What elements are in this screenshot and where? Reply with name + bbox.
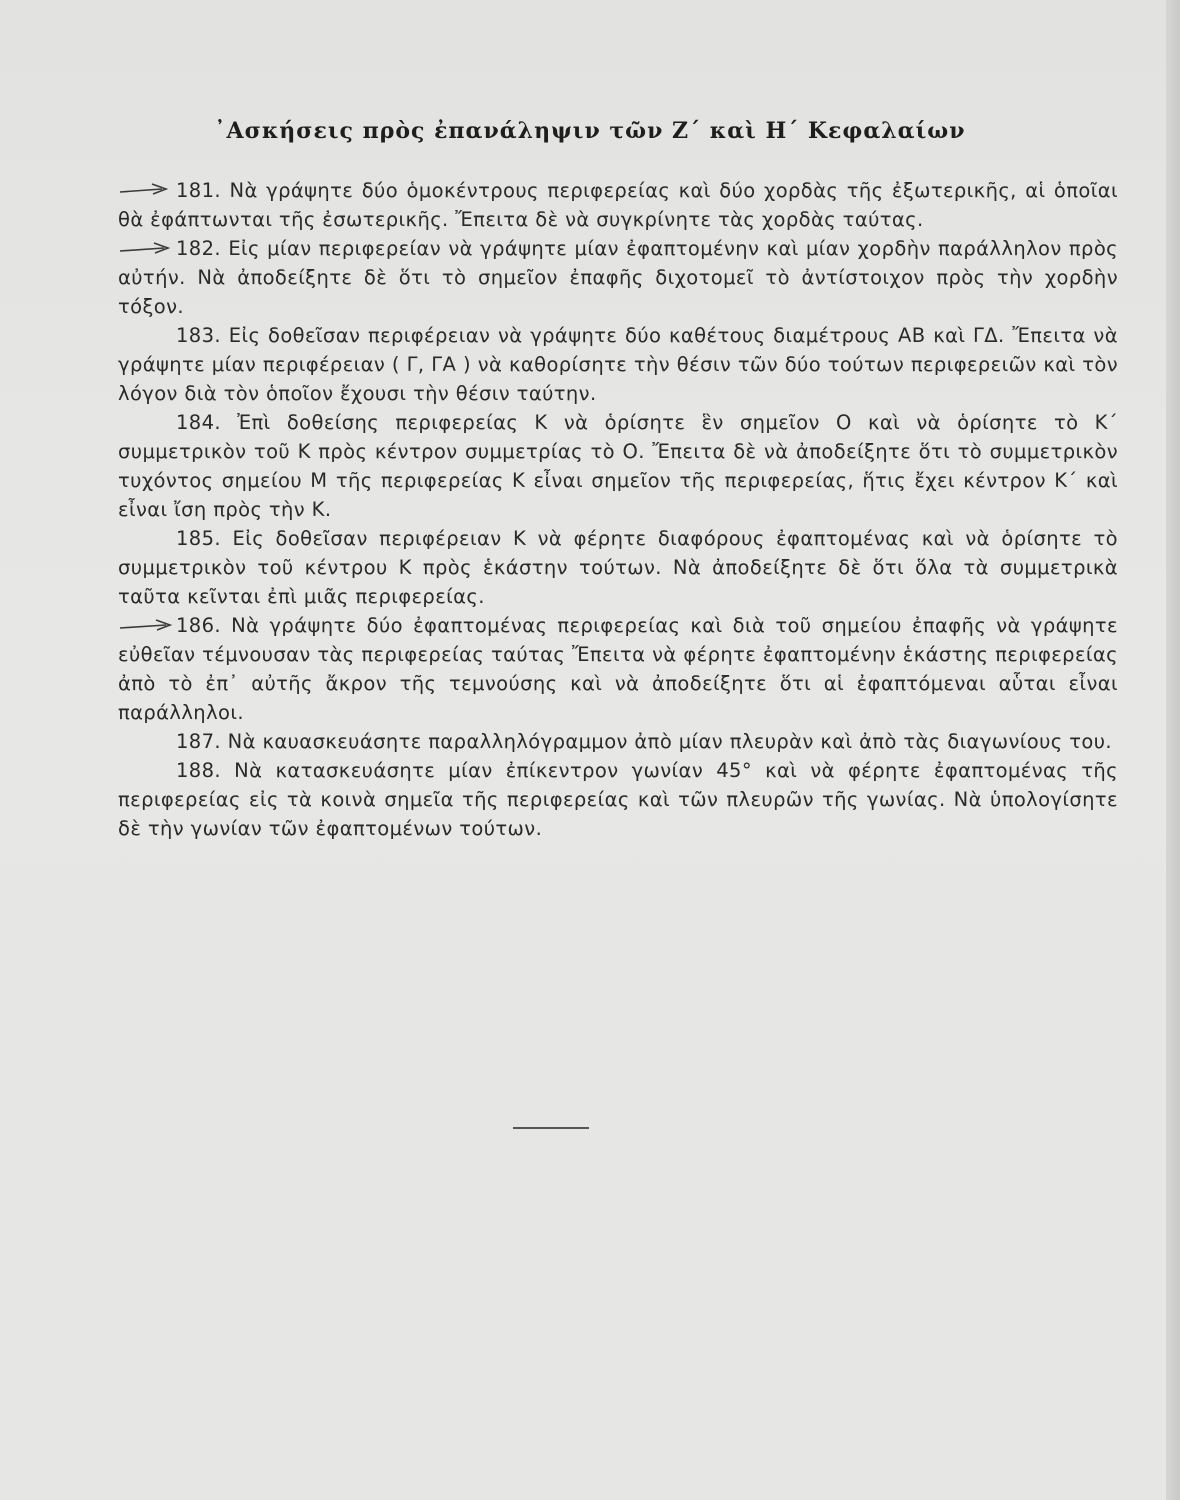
exercise-187 — [118, 727, 1118, 756]
exercise-186 — [118, 611, 1118, 727]
exercise-188 — [118, 756, 1118, 843]
exercise-184 — [118, 408, 1118, 524]
exercise-181 — [118, 176, 1118, 234]
handwritten-arrow-icon — [118, 238, 178, 256]
exercise-text: Νὰ γράψητε δύο ὁμοκέντρους περιφερείας καὶ δύο χορδὰς τῆς ἐξωτερικῆς, αἱ ὁποῖαι θὰ ἐφάπτωνται τῆς ἐσωτερικῆς. Ἔπειτα δὲ νὰ συγκρίνητε τὰς χορδὰς ταύτας. — [118, 179, 1118, 231]
exercise-number: 184. — [176, 411, 222, 434]
handwritten-arrow-icon — [118, 180, 178, 198]
exercise-text: Εἰς μίαν περιφερείαν νὰ γράψητε μίαν ἐφαπτομένην καὶ μίαν χορδὴν παράλληλον πρὸς αὐτήν. Νὰ ἀποδείξητε δὲ ὅτι τὸ σημεῖον ἐπαφῆς διχοτομεῖ τὸ ἀντίστοιχον πρὸς τὴν χορδὴν τόξον. — [118, 237, 1118, 318]
exercise-183 — [118, 321, 1118, 408]
page-spine-shadow — [1166, 0, 1180, 1500]
exercise-number: 187. — [176, 730, 222, 753]
handwritten-arrow-icon — [118, 615, 178, 633]
exercise-185 — [118, 524, 1118, 611]
exercise-number: 181. — [176, 179, 222, 202]
exercise-text: Νὰ καυασκευάσητε παραλληλόγραμμον ἀπὸ μίαν πλευρὰν καὶ ἀπὸ τὰς διαγωνίους του. — [227, 730, 1112, 753]
section-end-rule — [513, 1127, 589, 1129]
exercise-number: 182. — [176, 237, 222, 260]
exercise-text: Εἰς δοθεῖσαν περιφέρειαν νὰ γράψητε δύο καθέτους διαμέτρους ΑΒ καὶ ΓΔ. Ἔπειτα νὰ γράψητε μίαν περιφέρειαν ( Γ, ΓΑ ) νὰ καθορίσητε τὴν θέσιν τῶν δύο τούτων περιφερειῶν καὶ τὸν λόγον διὰ τὸν ὁποῖον ἔχουσι τὴν θέσιν ταύτην. — [118, 324, 1118, 405]
exercise-text: Νὰ γράψητε δύο ἐφαπτομένας περιφερείας καὶ διὰ τοῦ σημείου ἐπαφῆς νὰ γράψητε εὐθεῖαν τέμνουσαν τὰς περιφερείας ταύτας Ἔπειτα νὰ φέρητε ἐφαπτομένην ἑκάστης περιφερείας ἀπὸ τὸ ἐπ᾿ αὐτῆς ἄκρον τῆς τεμνούσης καὶ νὰ ἀποδείξητε ὅτι αἱ ἐφαπτόμεναι αὗται εἶναι παράλληλοι. — [118, 614, 1118, 724]
exercise-number: 185. — [176, 527, 222, 550]
exercise-text: Νὰ κατασκευάσητε μίαν ἐπίκεντρον γωνίαν 45° καὶ νὰ φέρητε ἐφαπτομένας τῆς περιφερείας εἰς τὰ κοινὰ σημεῖα τῆς περιφερείας καὶ τῶν πλευρῶν τῆς γωνίας. Νὰ ὑπολογίσητε δὲ τὴν γωνίαν τῶν ἐφαπτομένων τούτων. — [118, 759, 1118, 840]
exercise-list — [118, 176, 1118, 843]
exercise-text: Εἰς δοθεῖσαν περιφέρειαν Κ νὰ φέρητε διαφόρους ἐφαπτομένας καὶ νὰ ὁρίσητε τὸ συμμετρικὸν τοῦ κέντρου Κ πρὸς ἑκάστην τούτων. Νὰ ἀποδείξητε δὲ ὅτι ὅλα τὰ συμμετρικὰ ταῦτα κεῖνται ἐπὶ μιᾶς περιφερείας. — [118, 527, 1118, 608]
page-title: ᾿Ασκήσεις πρὸς ἐπανάληψιν τῶν Ζ΄ καὶ Η΄ Κεφαλαίων — [214, 118, 966, 144]
exercise-number: 183. — [176, 324, 222, 347]
exercise-number: 186. — [176, 614, 222, 637]
exercise-182 — [118, 234, 1118, 321]
exercise-text: Ἐπὶ δοθείσης περιφερείας Κ νὰ ὁρίσητε ἓν σημεῖον Ο καὶ νὰ ὁρίσητε τὸ Κ΄ συμμετρικὸν τοῦ Κ πρὸς κέντρον συμμετρίας τὸ Ο. Ἔπειτα δὲ νὰ ἀποδείξητε ὅτι τὸ συμμετρικὸν τυχόντος σημείου Μ τῆς περιφερείας Κ εἶναι σημεῖον τῆς περιφερείας, ἥτις ἔχει κέντρον Κ΄ καὶ εἶναι ἴση πρὸς τὴν Κ. — [118, 411, 1118, 521]
exercise-number: 188. — [176, 759, 222, 782]
